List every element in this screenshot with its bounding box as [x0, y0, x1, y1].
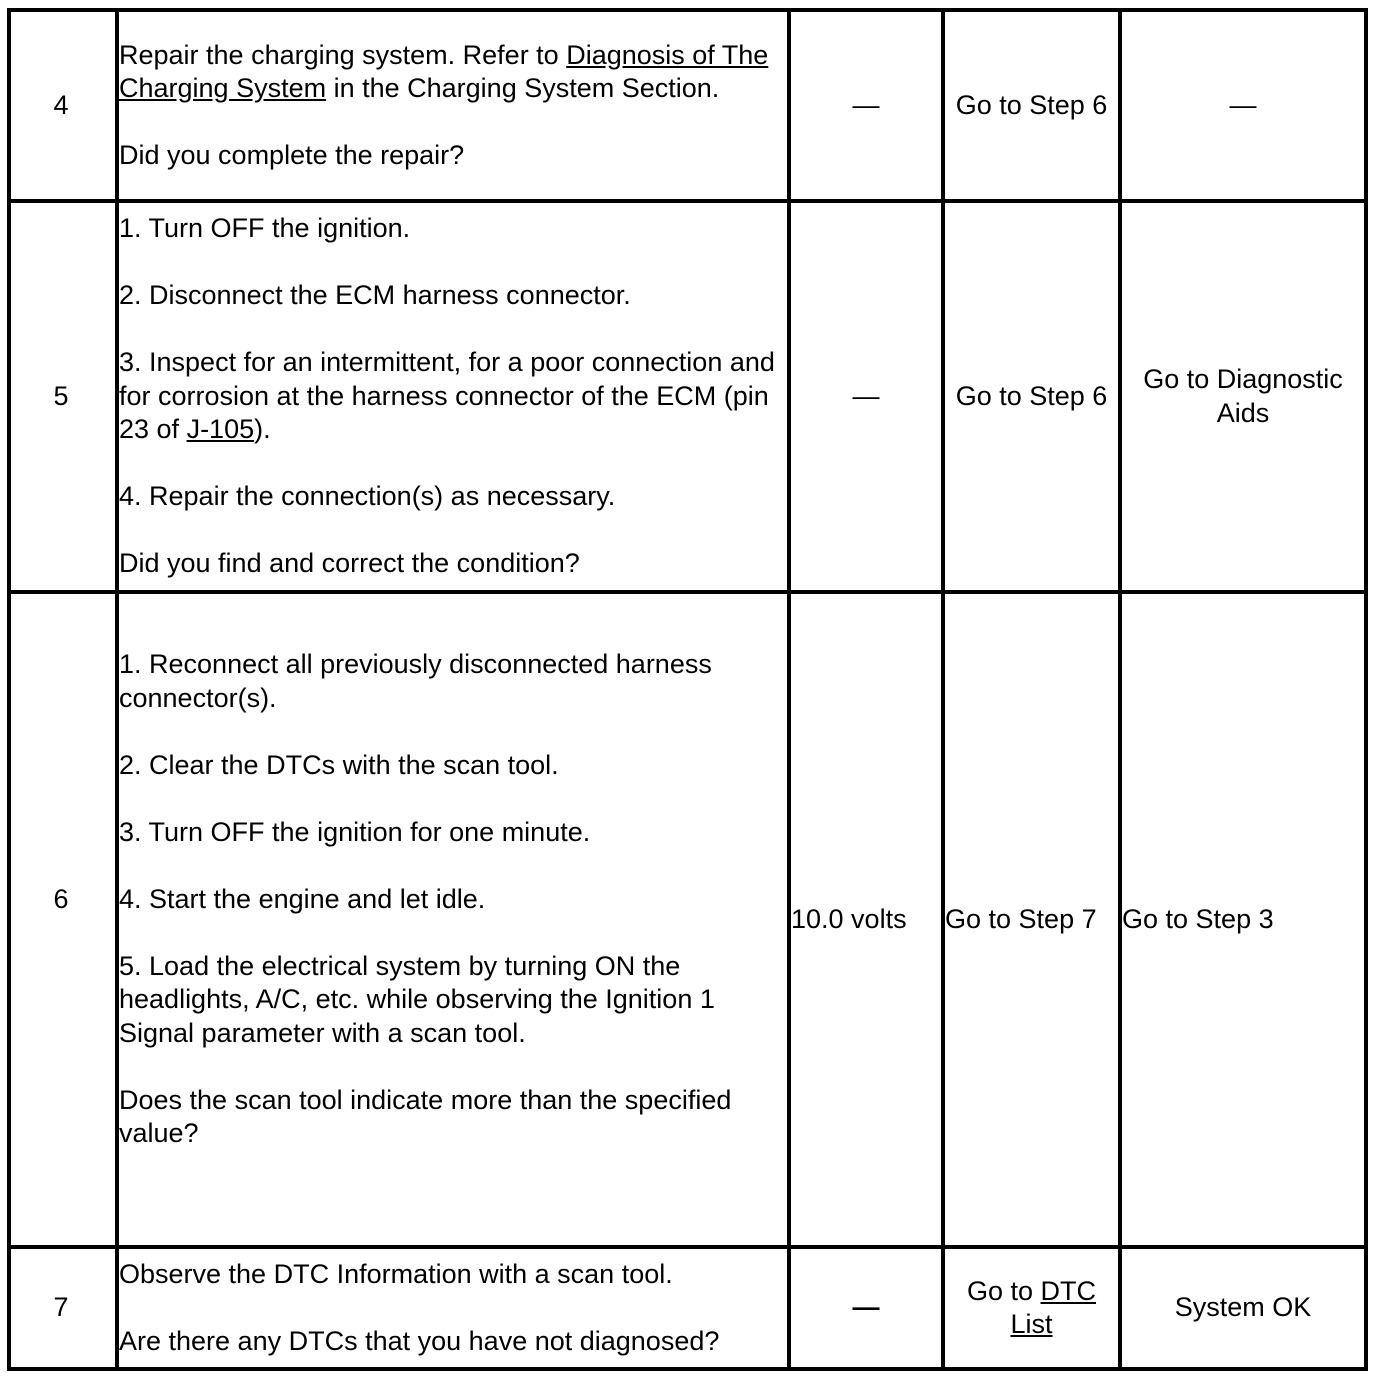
step-number-cell — [9, 1247, 117, 1369]
action-cell — [117, 10, 789, 201]
value-text: — — [852, 380, 880, 411]
action-question: Are there any DTCs that you have not diagnosed? — [119, 1325, 720, 1356]
j-105-link[interactable]: J-105 — [186, 414, 255, 445]
value-cell — [789, 10, 943, 201]
instruction-text: 3. Inspect for an intermittent, for a poor connection and for corrosion at the harness connector of the ECM (pin 23 of — [119, 347, 775, 445]
step-number-cell — [9, 201, 117, 592]
no-text: — — [1229, 89, 1257, 120]
action-item: 4. Start the engine and let idle. — [119, 883, 486, 914]
action-question: Did you complete the repair? — [119, 140, 465, 170]
table-row-step-4 — [9, 10, 1366, 201]
step-number: 4 — [53, 89, 69, 120]
action-item: 1. Turn OFF the ignition. — [119, 213, 411, 244]
value-text: 10.0 volts — [791, 903, 907, 934]
no-text: Go to Diagnostic Aids — [1143, 364, 1343, 428]
action-question: Did you find and correct the condition? — [119, 548, 580, 579]
yes-cell — [943, 592, 1120, 1247]
yes-text: Go to Step 6 — [955, 380, 1108, 411]
value-cell — [789, 1247, 943, 1369]
instruction-text: in the Charging System Section. — [326, 73, 720, 103]
action-item: 5. Load the electrical system by turning ON the headlights, A/C, etc. while observing the Ignition 1 Signal parameter with a scan tool. — [119, 950, 715, 1048]
action-cell — [117, 201, 789, 592]
yes-text: Go to Step 7 — [945, 903, 1097, 934]
action-item: 4. Repair the connection(s) as necessary. — [119, 481, 616, 512]
action-item: 3. Turn OFF the ignition for one minute. — [119, 816, 591, 847]
action-question: Does the scan tool indicate more than the specified value? — [119, 1084, 732, 1149]
action-item: 2. Clear the DTCs with the scan tool. — [119, 749, 559, 780]
yes-text: Go to Step 6 — [955, 89, 1108, 120]
value-cell — [789, 592, 943, 1247]
action-instruction — [119, 39, 787, 106]
step-number: 5 — [53, 380, 69, 411]
step-number: 6 — [53, 883, 69, 914]
no-cell — [1120, 1247, 1366, 1369]
yes-cell — [943, 1247, 1120, 1369]
no-cell — [1120, 10, 1366, 201]
yes-text: Go to — [966, 1275, 1041, 1306]
diagnosis-charging-system-link[interactable]: Diagnosis of The Charging System — [119, 39, 769, 103]
action-item — [119, 346, 787, 447]
action-instruction: Observe the DTC Information with a scan tool. — [119, 1258, 673, 1289]
table-row-step-7 — [9, 1247, 1366, 1369]
action-item: 1. Reconnect all previously disconnected harness connector(s). — [119, 649, 712, 713]
value-text: — — [852, 1292, 880, 1323]
dtc-list-link[interactable]: DTC List — [1010, 1275, 1097, 1339]
no-cell — [1120, 592, 1366, 1247]
step-number-cell — [9, 10, 117, 201]
action-cell — [117, 592, 789, 1247]
yes-cell — [943, 201, 1120, 592]
instruction-text: ). — [254, 414, 271, 445]
no-text: System OK — [1174, 1292, 1312, 1323]
yes-cell — [943, 10, 1120, 201]
step-number: 7 — [53, 1292, 69, 1323]
instruction-text: Repair the charging system. Refer to — [119, 39, 567, 70]
diagnostic-table — [7, 8, 1368, 1371]
value-text: — — [852, 89, 880, 120]
no-cell — [1120, 201, 1366, 592]
table-row-step-5 — [9, 201, 1366, 592]
action-item: 2. Disconnect the ECM harness connector. — [119, 280, 631, 311]
value-cell — [789, 201, 943, 592]
step-number-cell — [9, 592, 117, 1247]
no-text: Go to Step 3 — [1122, 903, 1274, 934]
action-cell — [117, 1247, 789, 1369]
table-row-step-6 — [9, 592, 1366, 1247]
